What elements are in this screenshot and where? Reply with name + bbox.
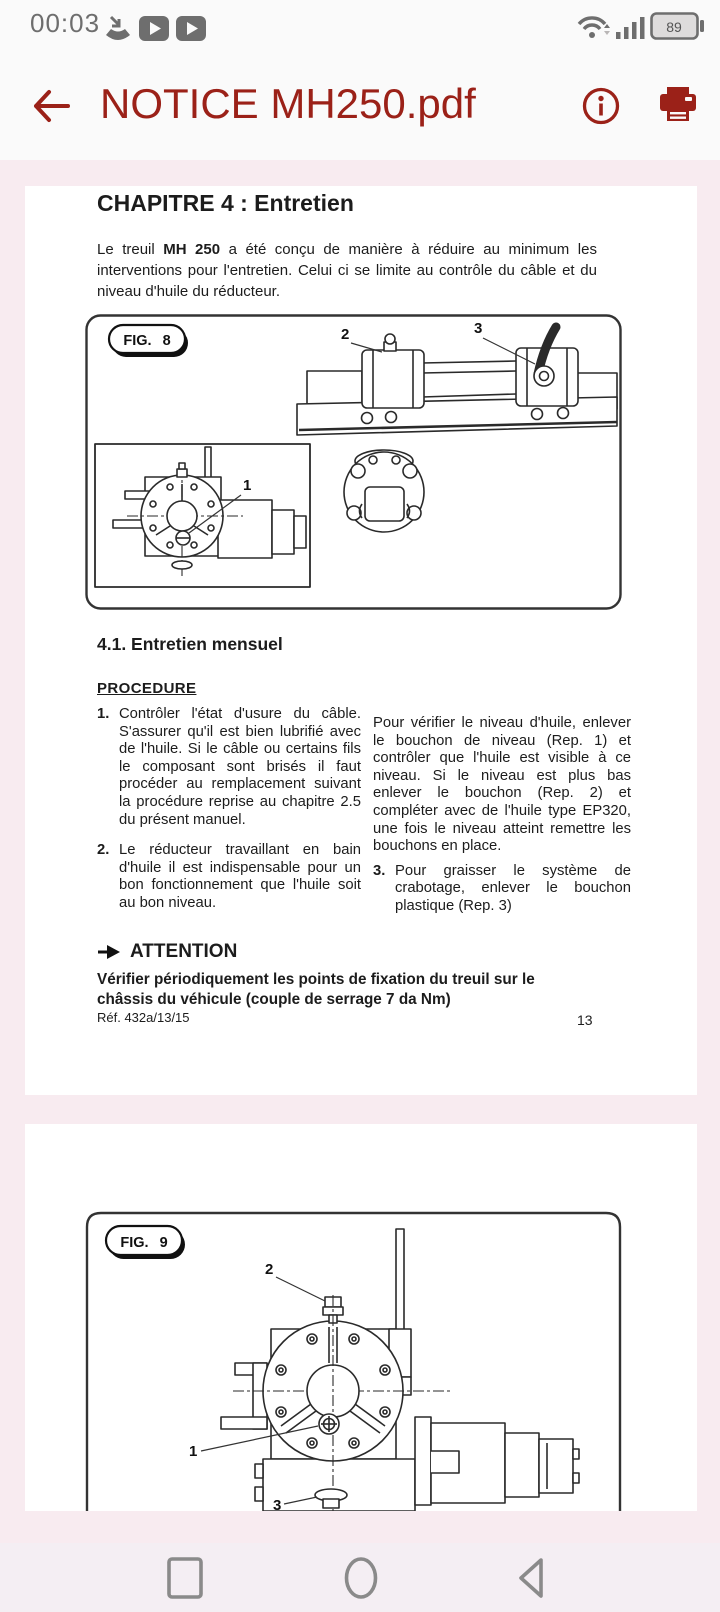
procedure-heading: PROCEDURE	[97, 680, 197, 697]
page-number: 13	[577, 1012, 593, 1028]
recents-button[interactable]	[166, 1556, 204, 1600]
procedure-left-column	[97, 706, 361, 913]
fig8-callout-3: 3	[474, 320, 483, 337]
print-icon[interactable]	[659, 87, 697, 123]
signal-bars-icon	[616, 13, 646, 41]
procedure-item-1	[97, 706, 361, 829]
back-button[interactable]	[512, 1556, 550, 1600]
procedure-item-2	[97, 842, 361, 912]
attention-heading	[97, 941, 237, 963]
winch-front-inset	[95, 444, 310, 587]
section-title: 4.1. Entretien mensuel	[97, 634, 283, 654]
attention-arrow-icon	[97, 943, 121, 961]
document-reference: Réf. 432a/13/15	[97, 1010, 190, 1025]
missed-call-icon	[102, 14, 134, 42]
oil-check-paragraph: Pour vérifier le niveau d'huile, enlever le bouchon de niveau (Rep. 1) et contrôler que l'huile est visible à ce niveau. Si le niveau est plus bas enlever le bouchon (Rep. 2) et compléter avec de l'huile type EP320, une fois le niveau atteint remettre les bouchons en place.	[373, 715, 631, 855]
home-button[interactable]	[342, 1556, 380, 1600]
attention-body: Vérifier périodiquement les points de fixation du treuil sur le châssis du véhicule (couple de serrage 7 da Nm)	[97, 971, 535, 1008]
item-text: Pour graisser le système de crabotage, enlever le bouchon plastique (Rep. 3)	[395, 862, 631, 914]
fig9-label: FIG. 9	[120, 1235, 168, 1251]
info-icon[interactable]	[581, 86, 621, 126]
fig9-label-pill	[106, 1226, 185, 1259]
fig9-callout-2: 2	[265, 1261, 274, 1278]
intro-post: a été conçu de manière à réduire au minimum les interventions pour l'entretien. Celui ci se limite au contrôle du câble et du niveau d'huile du réducteur.	[97, 241, 597, 300]
figure-9-drawing	[85, 1211, 622, 1511]
item-text: Contrôler l'état d'usure du câble. S'assurer qu'il est bien lubrifié avec de l'huile. Si le câble ou certains fils le composant sont brisés il faut procéder au remplacement suivant la procédure reprise au chapitre 2.5 du présent manuel.	[119, 706, 361, 828]
fig8-label-pill	[109, 325, 188, 357]
fig8-label: FIG. 8	[123, 333, 171, 349]
intro-model-name: MH 250	[163, 241, 221, 258]
fig9-callout-3: 3	[273, 1497, 282, 1511]
item-text: Le réducteur travaillant en bain d'huile il est indispensable pour un bon fonctionnement que l'huile soit au bon niveau.	[119, 842, 361, 911]
battery-percent: 89	[666, 19, 682, 35]
back-arrow-icon[interactable]	[28, 87, 72, 125]
intro-pre: Le treuil	[97, 241, 164, 258]
item-number: 3.	[373, 862, 386, 879]
play-notification-icon	[176, 16, 206, 41]
procedure-item-3	[373, 863, 631, 916]
item-number: 2.	[97, 842, 110, 859]
document-title: NOTICE MH250.pdf	[100, 80, 476, 127]
procedure-right-column	[373, 715, 631, 916]
chapter-heading: CHAPITRE 4 : Entretien	[97, 190, 354, 216]
fig8-callout-1: 1	[243, 477, 252, 494]
fig9-callout-1: 1	[189, 1443, 198, 1460]
attention-label: ATTENTION	[130, 941, 238, 962]
item-number: 1.	[97, 706, 110, 722]
intro-paragraph	[97, 239, 597, 302]
figure-8-drawing	[85, 314, 622, 610]
wifi-icon	[576, 12, 614, 42]
status-time: 00:03	[30, 8, 101, 38]
pdf-page-13[interactable]	[25, 186, 697, 1095]
pdf-page-14[interactable]	[25, 1124, 697, 1511]
battery-indicator	[650, 12, 706, 40]
fig8-callout-2: 2	[341, 326, 350, 343]
play-notification-icon	[139, 16, 169, 41]
